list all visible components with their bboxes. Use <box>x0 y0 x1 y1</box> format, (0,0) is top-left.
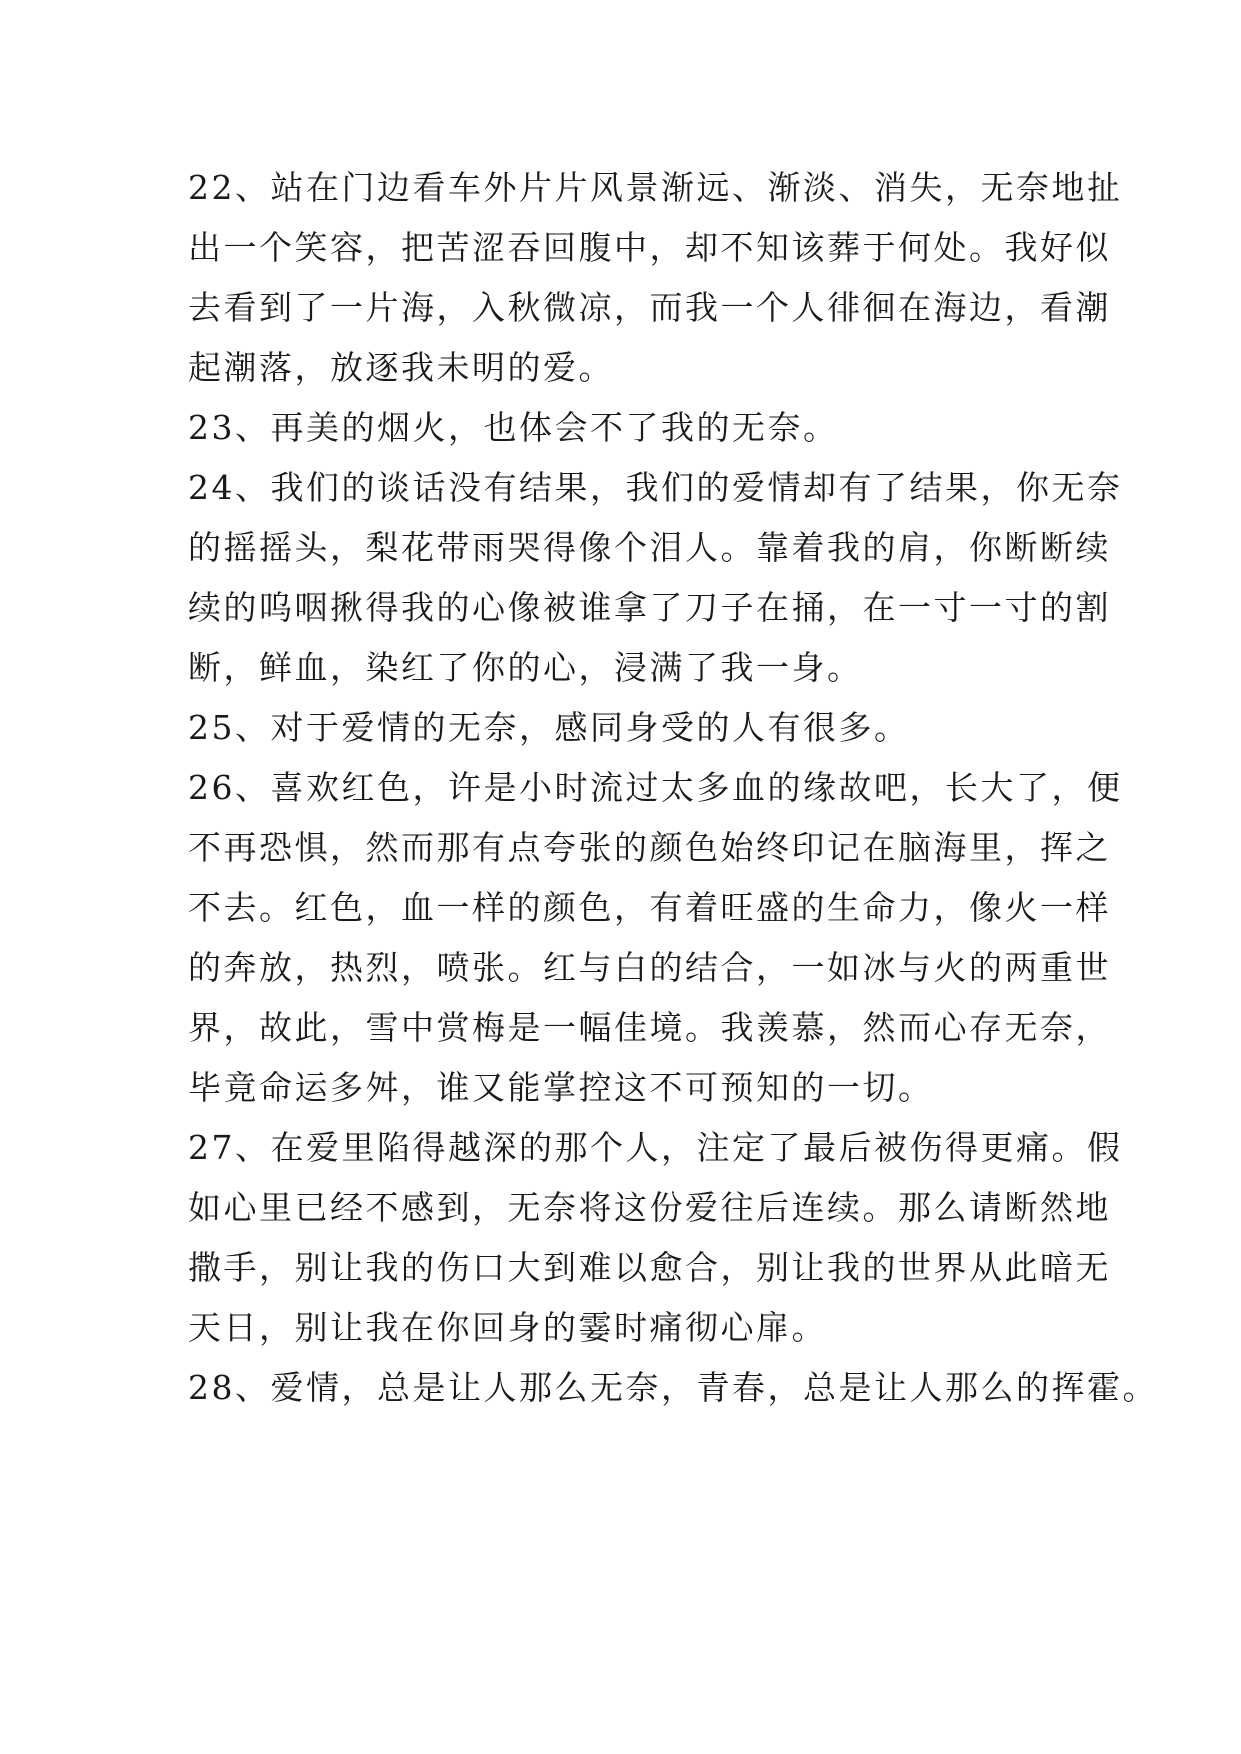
text-line: 23、再美的烟火，也体会不了我的无奈。 <box>188 408 839 447</box>
text-line: 22、站在门边看车外片片风景渐远、渐淡、消失，无奈地扯 <box>188 168 1123 207</box>
text-line: 不去。红色，血一样的颜色，有着旺盛的生命力，像火一样 <box>188 888 1111 927</box>
paragraph-24 <box>188 458 1123 698</box>
paragraph-27 <box>188 1118 1123 1358</box>
text-line: 不再恐惧，然而那有点夸张的颜色始终印记在脑海里，挥之 <box>188 828 1111 867</box>
text-line: 断，鲜血，染红了你的心，浸满了我一身。 <box>188 648 863 687</box>
paragraph-26 <box>188 758 1123 1118</box>
text-line: 26、喜欢红色，许是小时流过太多血的缘故吧，长大了，便 <box>188 768 1123 807</box>
text-line: 毕竟命运多舛，谁又能掌控这不可预知的一切。 <box>188 1068 934 1107</box>
paragraph-23 <box>188 398 1058 458</box>
text-line: 起潮落，放逐我未明的爱。 <box>188 348 614 387</box>
text-line: 天日，别让我在你回身的霎时痛彻心扉。 <box>188 1308 827 1347</box>
paragraph-28 <box>188 1358 1158 1418</box>
text-line: 出一个笑容，把苦涩吞回腹中，却不知该葬于何处。我好似 <box>188 228 1111 267</box>
text-line: 的奔放，热烈，喷张。红与白的结合，一如冰与火的两重世 <box>188 948 1111 987</box>
text-line: 28、爱情，总是让人那么无奈，青春，总是让人那么的挥霍。 <box>188 1368 1158 1407</box>
text-line: 24、我们的谈话没有结果，我们的爱情却有了结果，你无奈 <box>188 468 1123 507</box>
text-line: 撒手，别让我的伤口大到难以愈合，别让我的世界从此暗无 <box>188 1248 1111 1287</box>
text-line: 去看到了一片海，入秋微凉，而我一个人徘徊在海边，看潮 <box>188 288 1111 327</box>
text-line: 27、在爱里陷得越深的那个人，注定了最后被伤得更痛。假 <box>188 1128 1123 1167</box>
paragraph-22 <box>188 158 1123 398</box>
paragraph-25 <box>188 698 1058 758</box>
text-line: 的摇摇头，梨花带雨哭得像个泪人。靠着我的肩，你断断续 <box>188 528 1111 567</box>
text-line: 界，故此，雪中赏梅是一幅佳境。我羡慕，然而心存无奈， <box>188 1008 1111 1047</box>
text-line: 续的呜咽揪得我的心像被谁拿了刀子在捅，在一寸一寸的割 <box>188 588 1111 627</box>
text-line: 25、对于爱情的无奈，感同身受的人有很多。 <box>188 708 910 747</box>
document-body <box>188 158 1158 1418</box>
text-line: 如心里已经不感到，无奈将这份爱往后连续。那么请断然地 <box>188 1188 1111 1227</box>
